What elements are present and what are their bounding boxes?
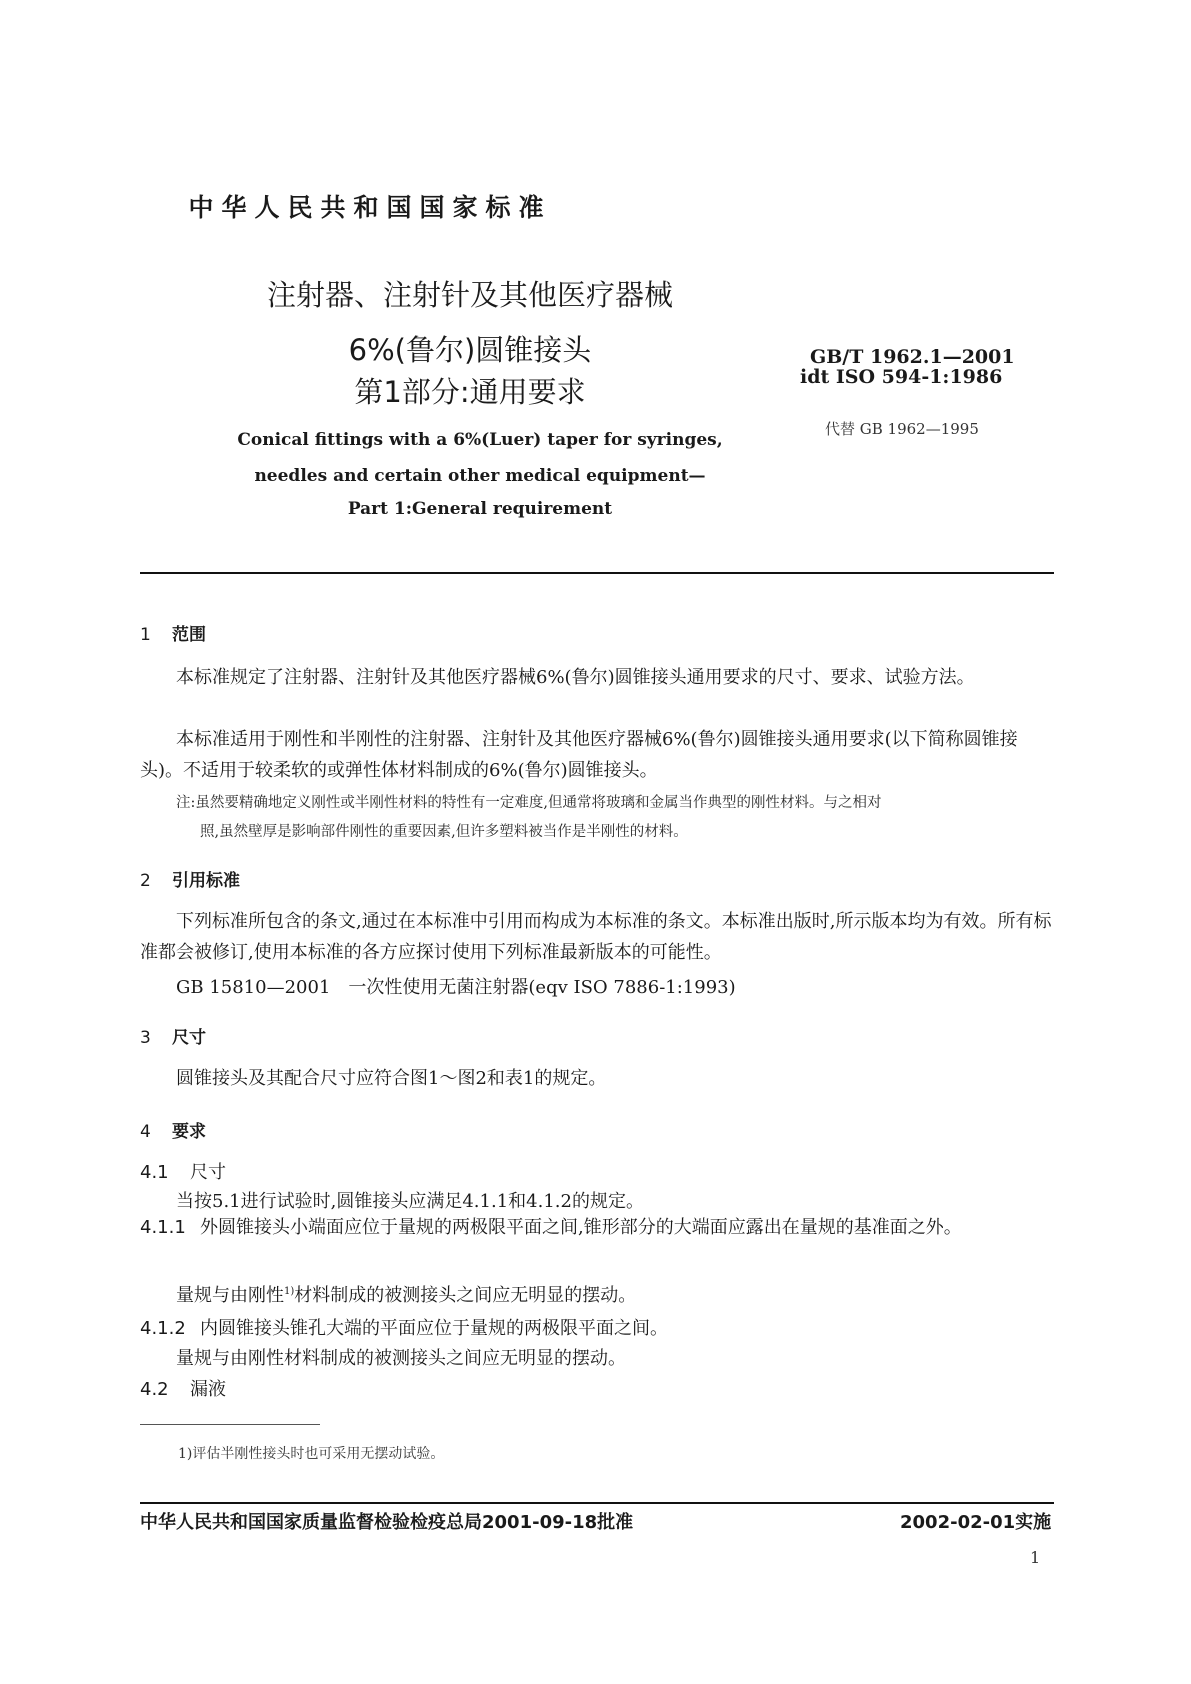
- section-1-heading: [140, 620, 206, 645]
- section-1-paragraph-1: 本标准规定了注射器、注射针及其他医疗器械6%(鲁尔)圆锥接头通用要求的尺寸、要求、试验方法。: [176, 667, 975, 688]
- title-en-line-1: Conical fittings with a 6%(Luer) taper for syringes,: [237, 430, 723, 450]
- title-cn-line-1: 注射器、注射针及其他医疗器械: [266, 278, 673, 312]
- clause-4-1-paragraph: 当按5.1进行试验时,圆锥接头应满足4.1.1和4.1.2的规定。: [176, 1191, 644, 1212]
- implementation-date: 2002-02-01实施: [900, 1512, 1052, 1533]
- clause-title: 漏液: [190, 1379, 226, 1400]
- section-number: 3: [140, 1028, 151, 1048]
- clause-number: 4.1.1: [140, 1217, 186, 1238]
- national-standard-heading: 中华人民共和国国家标准: [188, 193, 552, 222]
- section-2-heading: [140, 866, 240, 891]
- clause-4-1-2: [140, 1314, 668, 1340]
- title-en-line-2: needles and certain other medical equipment—: [254, 466, 706, 486]
- clause-text: 内圆锥接头锥孔大端的平面应位于量规的两极限平面之间。: [200, 1318, 668, 1339]
- idt-reference: idt ISO 594-1:1986: [800, 366, 1003, 388]
- title-cn-line-3: 第1部分:通用要求: [354, 375, 586, 409]
- clause-4-1-heading: [140, 1158, 226, 1184]
- footnote-divider: [140, 1424, 320, 1425]
- section-2-paragraph-1: 下列标准所包含的条文,通过在本标准中引用而构成为本标准的条文。本标准出版时,所示版本均为有效。所有标准都会被修订,使用本标准的各方应探讨使用下列标准最新版本的可能性。: [140, 911, 1052, 963]
- footnote-marker: 1): [284, 1286, 295, 1297]
- clause-4-1-1-paragraph: [176, 1281, 636, 1307]
- section-title: 尺寸: [172, 1028, 206, 1048]
- clause-title: 尺寸: [190, 1162, 226, 1183]
- section-number: 2: [140, 871, 151, 891]
- title-cn-line-2: 6%(鲁尔)圆锥接头: [348, 333, 592, 367]
- section-1-note-line-2: 照,虽然壁厚是影响部件刚性的重要因素,但许多塑料被当作是半刚性的材料。: [200, 824, 688, 840]
- header-divider: [140, 572, 1054, 574]
- clause-text: 外圆锥接头小端面应位于量规的两极限平面之间,锥形部分的大端面应露出在量规的基准面之外。: [200, 1217, 962, 1238]
- clause-text-part-1: 量规与由刚性: [176, 1285, 284, 1306]
- section-1-note-line-1: [176, 791, 882, 812]
- section-title: 范围: [172, 625, 206, 645]
- section-3-heading: [140, 1023, 206, 1048]
- standard-code: GB/T 1962.1—2001: [810, 346, 1015, 368]
- replaces-standard: 代替 GB 1962—1995: [825, 420, 979, 438]
- section-number: 1: [140, 625, 151, 645]
- clause-number: 4.1.2: [140, 1318, 186, 1339]
- section-title: 引用标准: [172, 871, 240, 891]
- title-en-line-3: Part 1:General requirement: [347, 499, 613, 519]
- clause-text-part-2: 材料制成的被测接头之间应无明显的摆动。: [294, 1285, 637, 1306]
- note-text: 虽然要精确地定义刚性或半刚性材料的特性有一定难度,但通常将玻璃和金属当作典型的刚性材料。与之相对: [195, 795, 882, 811]
- clause-4-1-1: [140, 1212, 1056, 1243]
- section-title: 要求: [172, 1122, 206, 1142]
- approval-line: 中华人民共和国国家质量监督检验检疫总局2001-09-18批准: [140, 1512, 634, 1533]
- clause-4-2-heading: [140, 1375, 226, 1401]
- referenced-standard: GB 15810—2001 一次性使用无菌注射器(eqv ISO 7886-1:1993): [176, 977, 736, 998]
- section-3-paragraph-1: 圆锥接头及其配合尺寸应符合图1～图2和表1的规定。: [176, 1068, 607, 1089]
- section-4-heading: [140, 1117, 206, 1142]
- section-1-paragraph-2: 本标准适用于刚性和半刚性的注射器、注射针及其他医疗器械6%(鲁尔)圆锥接头通用要求(以下简称圆锥接头)。不适用于较柔软的或弹性体材料制成的6%(鲁尔)圆锥接头。: [140, 729, 1018, 781]
- clause-number: 4.2: [140, 1379, 169, 1400]
- note-label: 注:: [176, 795, 196, 811]
- clause-4-1-2-paragraph: 量规与由刚性材料制成的被测接头之间应无明显的摆动。: [176, 1348, 626, 1369]
- section-number: 4: [140, 1122, 151, 1142]
- clause-number: 4.1: [140, 1162, 169, 1183]
- footnote: 1)评估半刚性接头时也可采用无摆动试验。: [178, 1446, 445, 1462]
- footer-divider: [140, 1502, 1054, 1504]
- page-number: 1: [1030, 1548, 1041, 1567]
